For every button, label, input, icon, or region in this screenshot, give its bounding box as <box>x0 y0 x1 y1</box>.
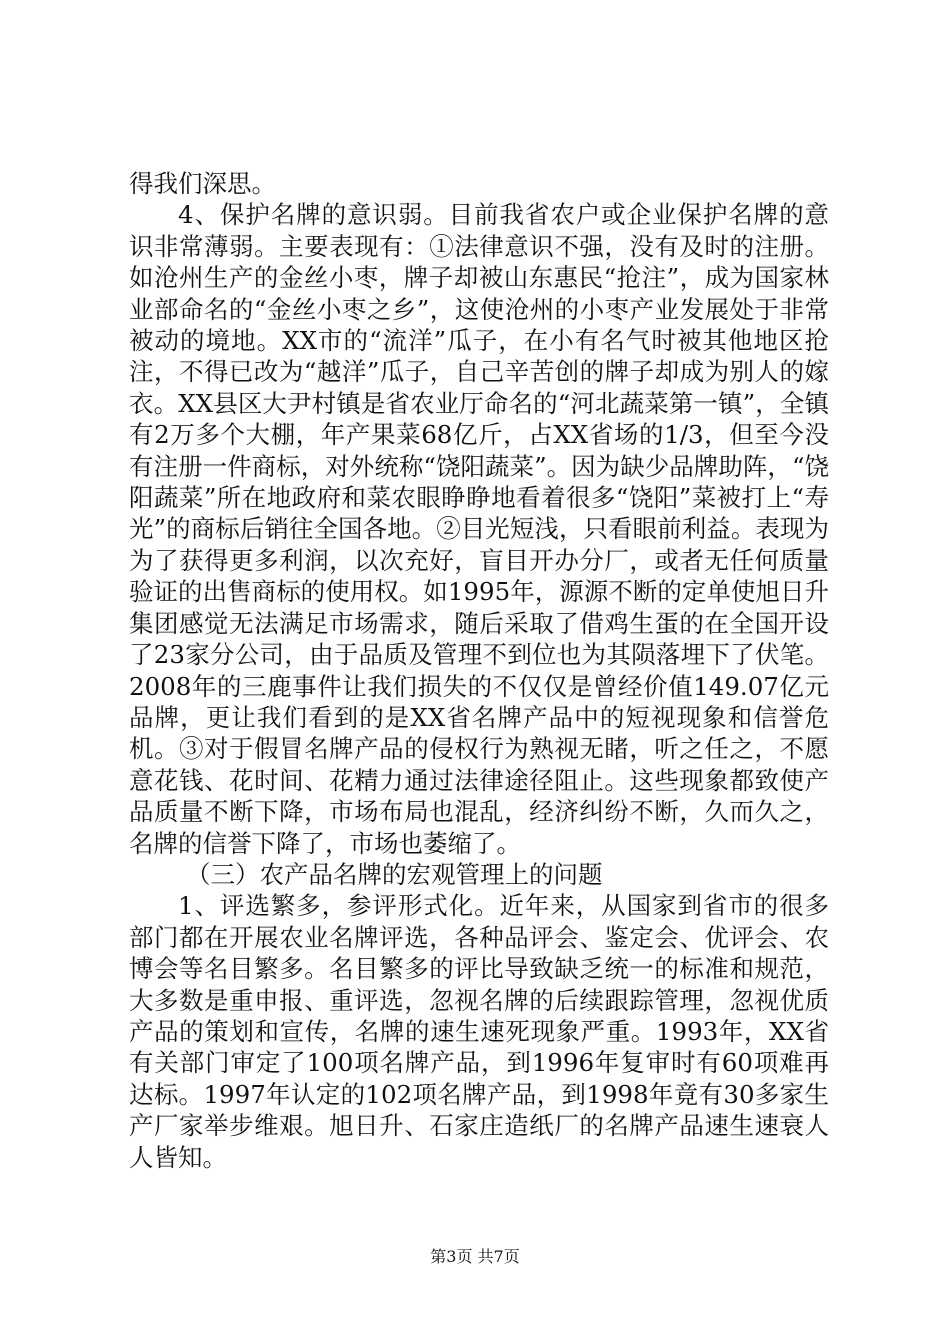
section-heading-macro-management: （三）农产品名牌的宏观管理上的问题 <box>186 859 603 889</box>
page-footer: 第3页 共7页 <box>430 1247 520 1266</box>
paragraph-evaluation: 1、评选繁多，参评形式化。近年来，从国家到省市的很多部门都在开展农业名牌评选，各种品评会、鉴定会、优评会、农博会等名目繁多。名目繁多的评比导致缺乏统一的标准和规范，大多数是重申报、重评选，忽视名牌的后续跟踪管理，忽视优质产品的策划和宣传，名牌的速生速死现象严重。1993年，XX省有关部门审定了100项名牌产品，到1996年复审时有60项难再达标。1997年认定的102项名牌产品，到1998年竟有30多家生产厂家举步维艰。旭日升、石家庄造纸厂的名牌产品速生速衰人人皆知。 <box>129 891 829 1172</box>
paragraph-brand-protection: 4、保护名牌的意识弱。目前我省农户或企业保护名牌的意识非常薄弱。主要表现有：①法律意识不强，没有及时的注册。如沧州生产的金丝小枣，牌子却被山东惠民“抢注”，成为国家林业部命名的“金丝小枣之乡”，这使沧州的小枣产业发展处于非常被动的境地。XX市的“流洋”瓜子，在小有名气时被其他地区抢注，不得已改为“越洋”瓜子，自己辛苦创的牌子却成为别人的嫁衣。XX县区大尹村镇是省农业厅命名的“河北蔬菜第一镇”，全镇有2万多个大棚，年产果菜68亿斤，占XX省场的1/3，但至今没有注册一件商标，对外统称“饶阳蔬菜”。因为缺少品牌助阵，“饶阳蔬菜”所在地政府和菜农眼睁睁地看着很多“饶阳”菜被打上“寿光”的商标后销往全国各地。②目光短浅，只看眼前利益。表现为为了获得更多利润，以次充好，盲目开办分厂，或者无任何质量验证的出售商标的使用权。如1995年，源源不断的定单使旭日升集团感觉无法满足市场需求，随后采取了借鸡生蛋的在全国开设了23家分公司，由于品质及管理不到位也为其陨落埋下了伏笔。2008年的三鹿事件让我们损失的不仅仅是曾经价值149.07亿元品牌，更让我们看到的是XX省名牌产品中的短视现象和信誉危机。③对于假冒名牌产品的侵权行为熟视无睹，听之任之，不愿意花钱、花时间、花精力通过法律途径阻止。这些现象都致使产品质量不断下降，市场布局也混乱，经济纠纷不断，久而久之，名牌的信誉下降了，市场也萎缩了。 <box>129 200 829 858</box>
paragraph-continuation: 得我们深思。 <box>129 169 276 198</box>
document-body <box>129 168 829 1173</box>
